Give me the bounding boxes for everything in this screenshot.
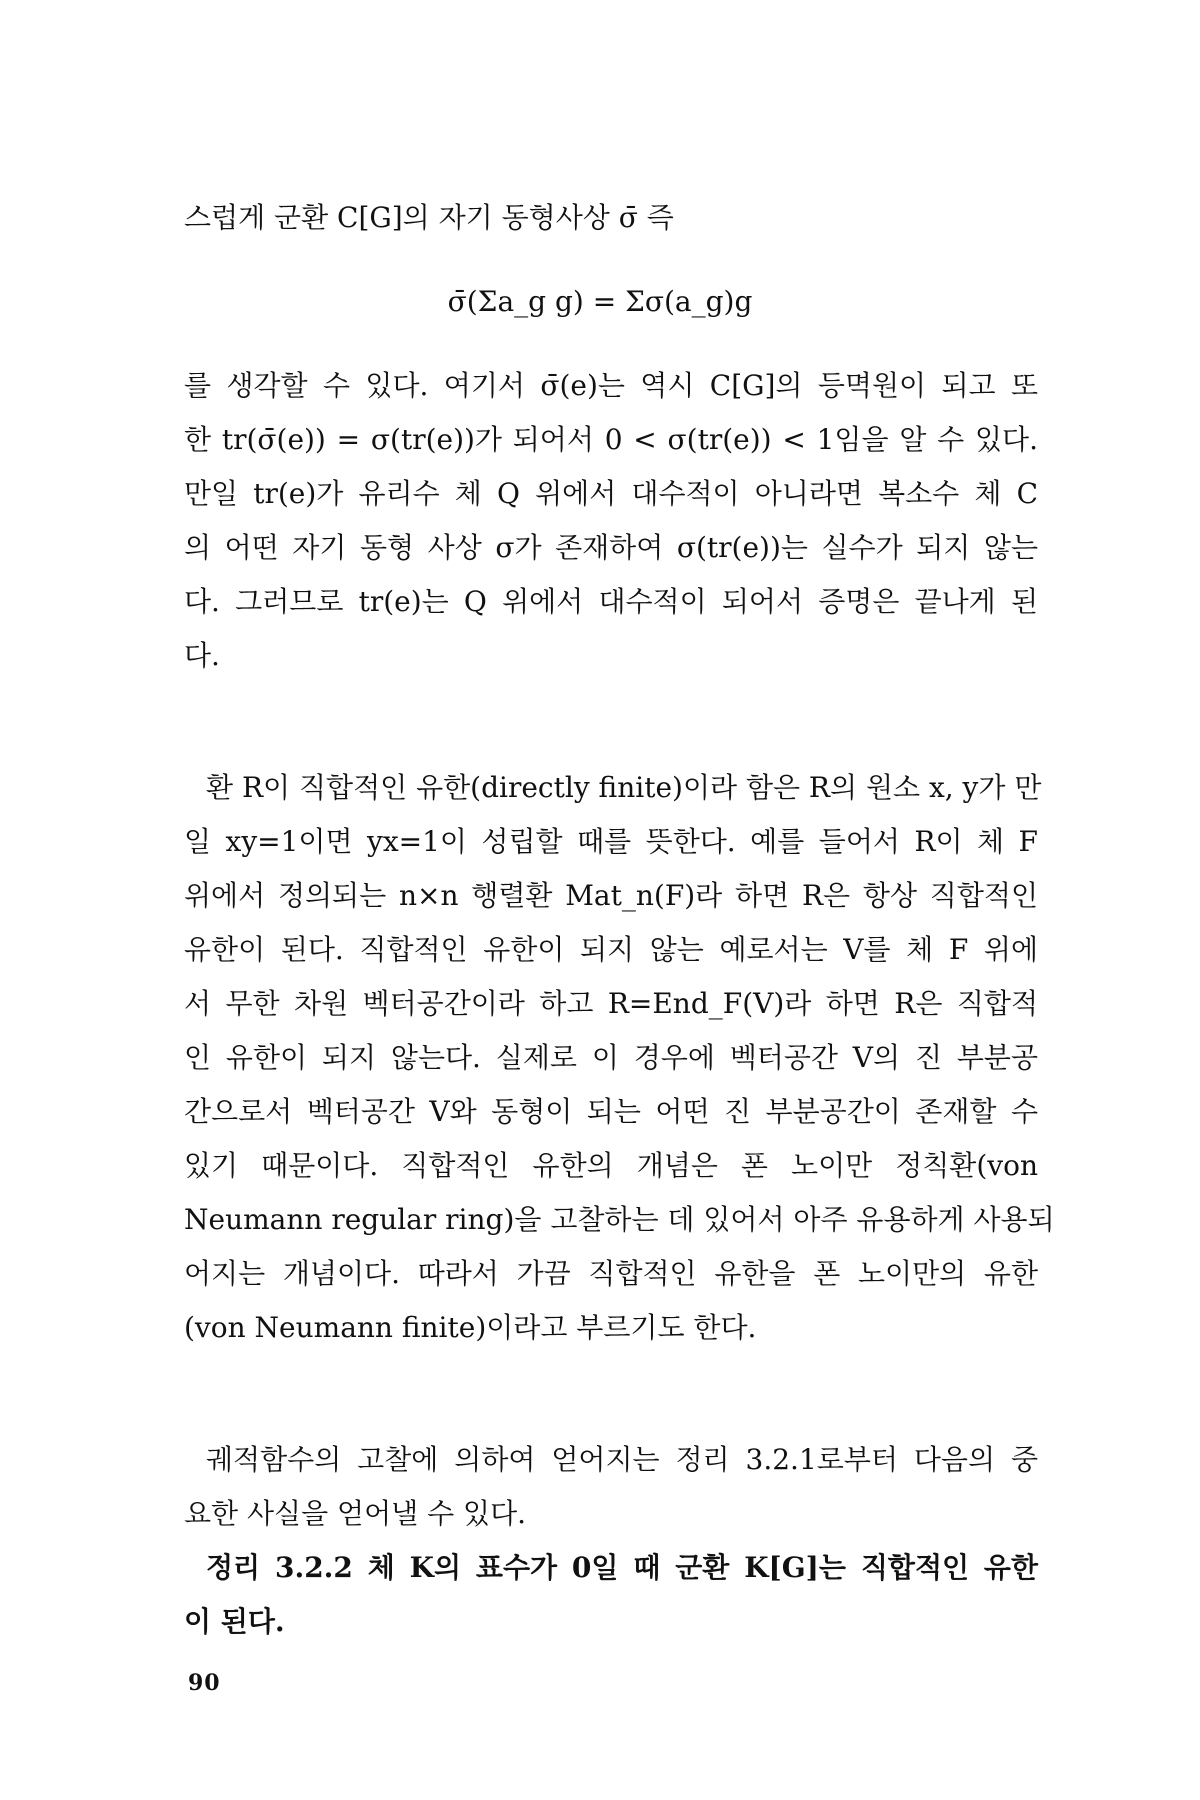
text-line: 요한 사실을 얻어낼 수 있다. [184, 1497, 527, 1530]
text-line: 만일 tr(e)가 유리수 체 Q 위에서 대수적이 아니라면 복소수 체 C [184, 477, 1038, 510]
text-line: 환 R이 직합적인 유한(directly finite)이라 함은 R의 원소 x, y가 만 [206, 771, 1042, 804]
theorem-statement: 이 된다. [184, 1605, 285, 1638]
text-line: (von Neumann finite)이라고 부르기도 한다. [184, 1311, 757, 1344]
text-line: 일 xy=1이면 yx=1이 성립할 때를 뜻한다. 예를 들어서 R이 체 F [184, 825, 1038, 858]
text-line: 한 tr(σ̄(e)) = σ(tr(e))가 되어서 0 < σ(tr(e)) < 1임을 알 수 있다. [184, 423, 1038, 456]
display-equation: σ̄(Σa_g g) = Σσ(a_g)g [447, 285, 753, 318]
theorem-statement: 정리 3.2.2 체 K의 표수가 0일 때 군환 K[G]는 직합적인 유한 [206, 1551, 1038, 1584]
text-line: 있기 때문이다. 직합적인 유한의 개념은 폰 노이만 정칙환(von [184, 1149, 1038, 1182]
text-line: 인 유한이 되지 않는다. 실제로 이 경우에 벡터공간 V의 진 부분공 [184, 1041, 1038, 1074]
text-line: 를 생각할 수 있다. 여기서 σ̄(e)는 역시 C[G]의 등멱원이 되고 또 [184, 369, 1038, 402]
text-line: 스럽게 군환 C[G]의 자기 동형사상 σ̄ 즉 [184, 201, 674, 234]
text-line: 서 무한 차원 벡터공간이라 하고 R=End_F(V)라 하면 R은 직합적 [184, 987, 1038, 1020]
text-line: 유한이 된다. 직합적인 유한이 되지 않는 예로서는 V를 체 F 위에 [184, 933, 1038, 966]
text-line: 간으로서 벡터공간 V와 동형이 되는 어떤 진 부분공간이 존재할 수 [184, 1095, 1038, 1128]
text-line: Neumann regular ring)을 고찰하는 데 있어서 아주 유용하게 사용되 [184, 1203, 1055, 1236]
text-line: 위에서 정의되는 n×n 행렬환 Mat_n(F)라 하면 R은 항상 직합적인 [184, 879, 1038, 912]
text-line: 궤적함수의 고찰에 의하여 얻어지는 정리 3.2.1로부터 다음의 중 [206, 1443, 1038, 1476]
text-line: 다. 그러므로 tr(e)는 Q 위에서 대수적이 되어서 증명은 끝나게 된 [184, 585, 1038, 618]
page-number: 90 [188, 1670, 221, 1696]
text-line: 의 어떤 자기 동형 사상 σ가 존재하여 σ(tr(e))는 실수가 되지 않는 [184, 531, 1038, 564]
text-line: 다. [184, 639, 220, 672]
text-line: 어지는 개념이다. 따라서 가끔 직합적인 유한을 폰 노이만의 유한 [184, 1257, 1038, 1290]
